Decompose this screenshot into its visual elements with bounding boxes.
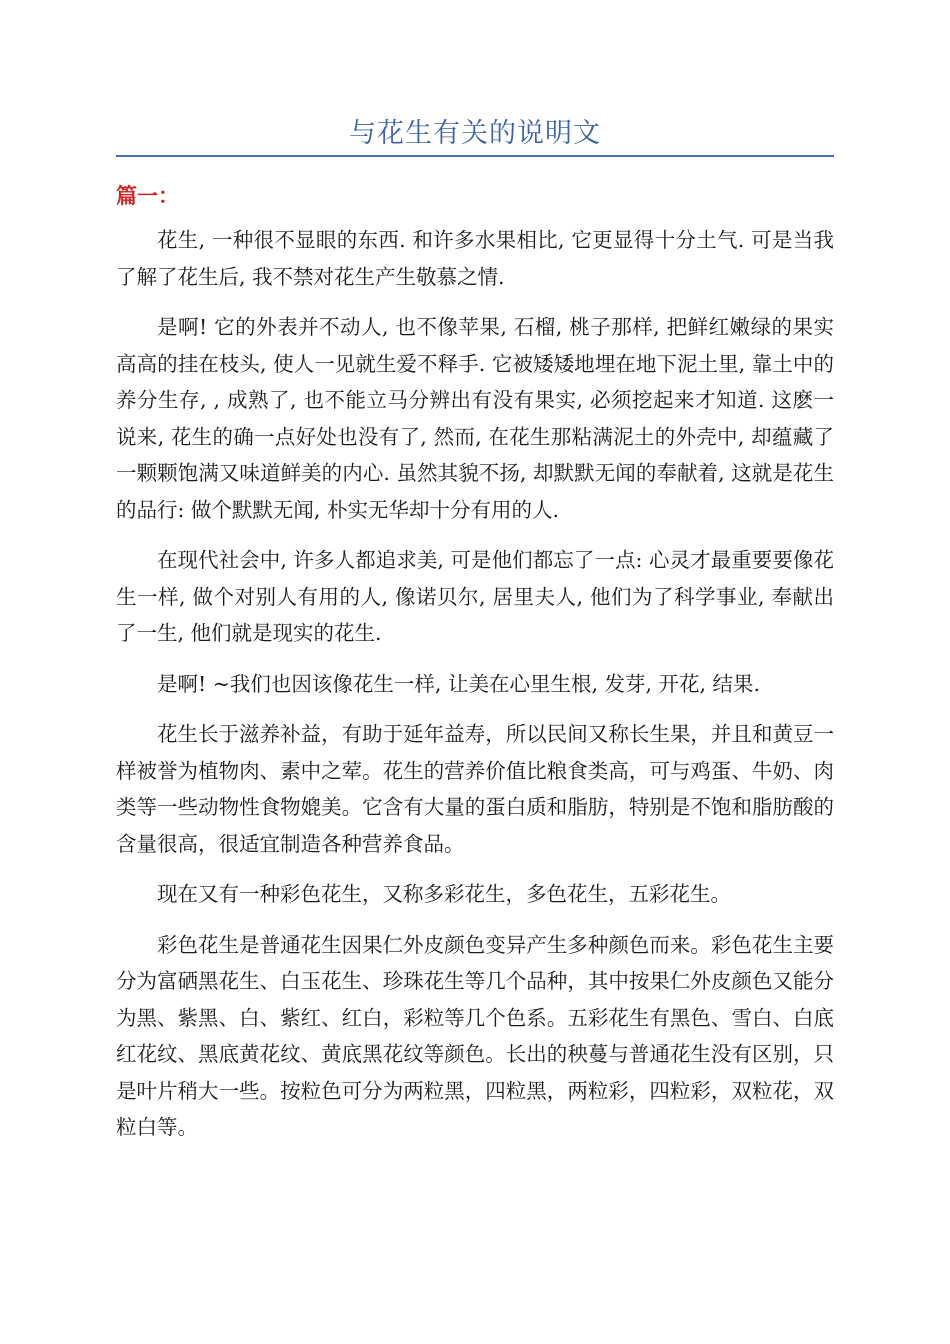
title-underline <box>116 155 834 157</box>
paragraph-4: 是啊! ~我们也因该像花生一样, 让美在心里生根, 发芽, 开花, 结果. <box>157 671 761 696</box>
paragraph-2: 是啊! 它的外表并不动人, 也不像苹果, 石榴, 桃子那样, 把鲜红嫩绿的果实高高的挂在枝头, 使人一见就生爱不释手. 它被矮矮地埋在地下泥土里, 靠土中的养分生存, , 成熟了, 也不能立马分辨出有没有果实, 必须挖起来才知道. 这麽一说来, 花生的确一点好处也没有了, 然而, 在花生那粘满泥土的外壳中, 却蕴藏了一颗颗饱满又味道鲜美的内心. 虽然其貌不扬, 却默默无闻的奉献着, 这就是花生的品行: 做个默默无闻, 朴实无华却十分有用的人. <box>116 315 834 522</box>
paragraph-6: 现在又有一种彩色花生，又称多彩花生，多色花生，五彩花生。 <box>157 882 731 906</box>
paragraph-5: 花生长于滋养补益，有助于延年益寿，所以民间又称长生果，并且和黄豆一样被誉为植物肉、素中之荤。花生的营养价值比粮食类高，可与鸡蛋、牛奶、肉类等一些动物性食物媲美。它含有大量的蛋白质和脂肪，特别是不饱和脂肪酸的含量很高，很适宜制造各种营养食品。 <box>116 722 834 856</box>
paragraph-7: 彩色花生是普通花生因果仁外皮颜色变异产生多种颜色而来。彩色花生主要分为富硒黑花生、白玉花生、珍珠花生等几个品种，其中按果仁外皮颜色又能分为黑、紫黑、白、紫红、红白，彩粒等几个色系。五彩花生有黑色、雪白、白底红花纹、黑底黄花纹、黄底黑花纹等颜色。长出的秧蔓与普通花生没有区别，只是叶片稍大一些。按粒色可分为两粒黑，四粒黑，两粒彩，四粒彩，双粒花，双粒白等。 <box>116 932 834 1139</box>
paragraph-3: 在现代社会中, 许多人都追求美, 可是他们都忘了一点: 心灵才最重要要像花生一样, 做个对别人有用的人, 像诺贝尔, 居里夫人, 他们为了科学事业, 奉献出了一生, 他们就是现实的花生. <box>116 548 834 645</box>
document-title: 与花生有关的说明文 <box>349 118 601 149</box>
section-heading: 篇一： <box>116 184 179 208</box>
paragraph-1: 花生, 一种很不显眼的东西. 和许多水果相比, 它更显得十分土气. 可是当我了解了花生后, 我不禁对花生产生敬慕之情. <box>116 228 834 289</box>
body-text <box>116 222 834 1160</box>
